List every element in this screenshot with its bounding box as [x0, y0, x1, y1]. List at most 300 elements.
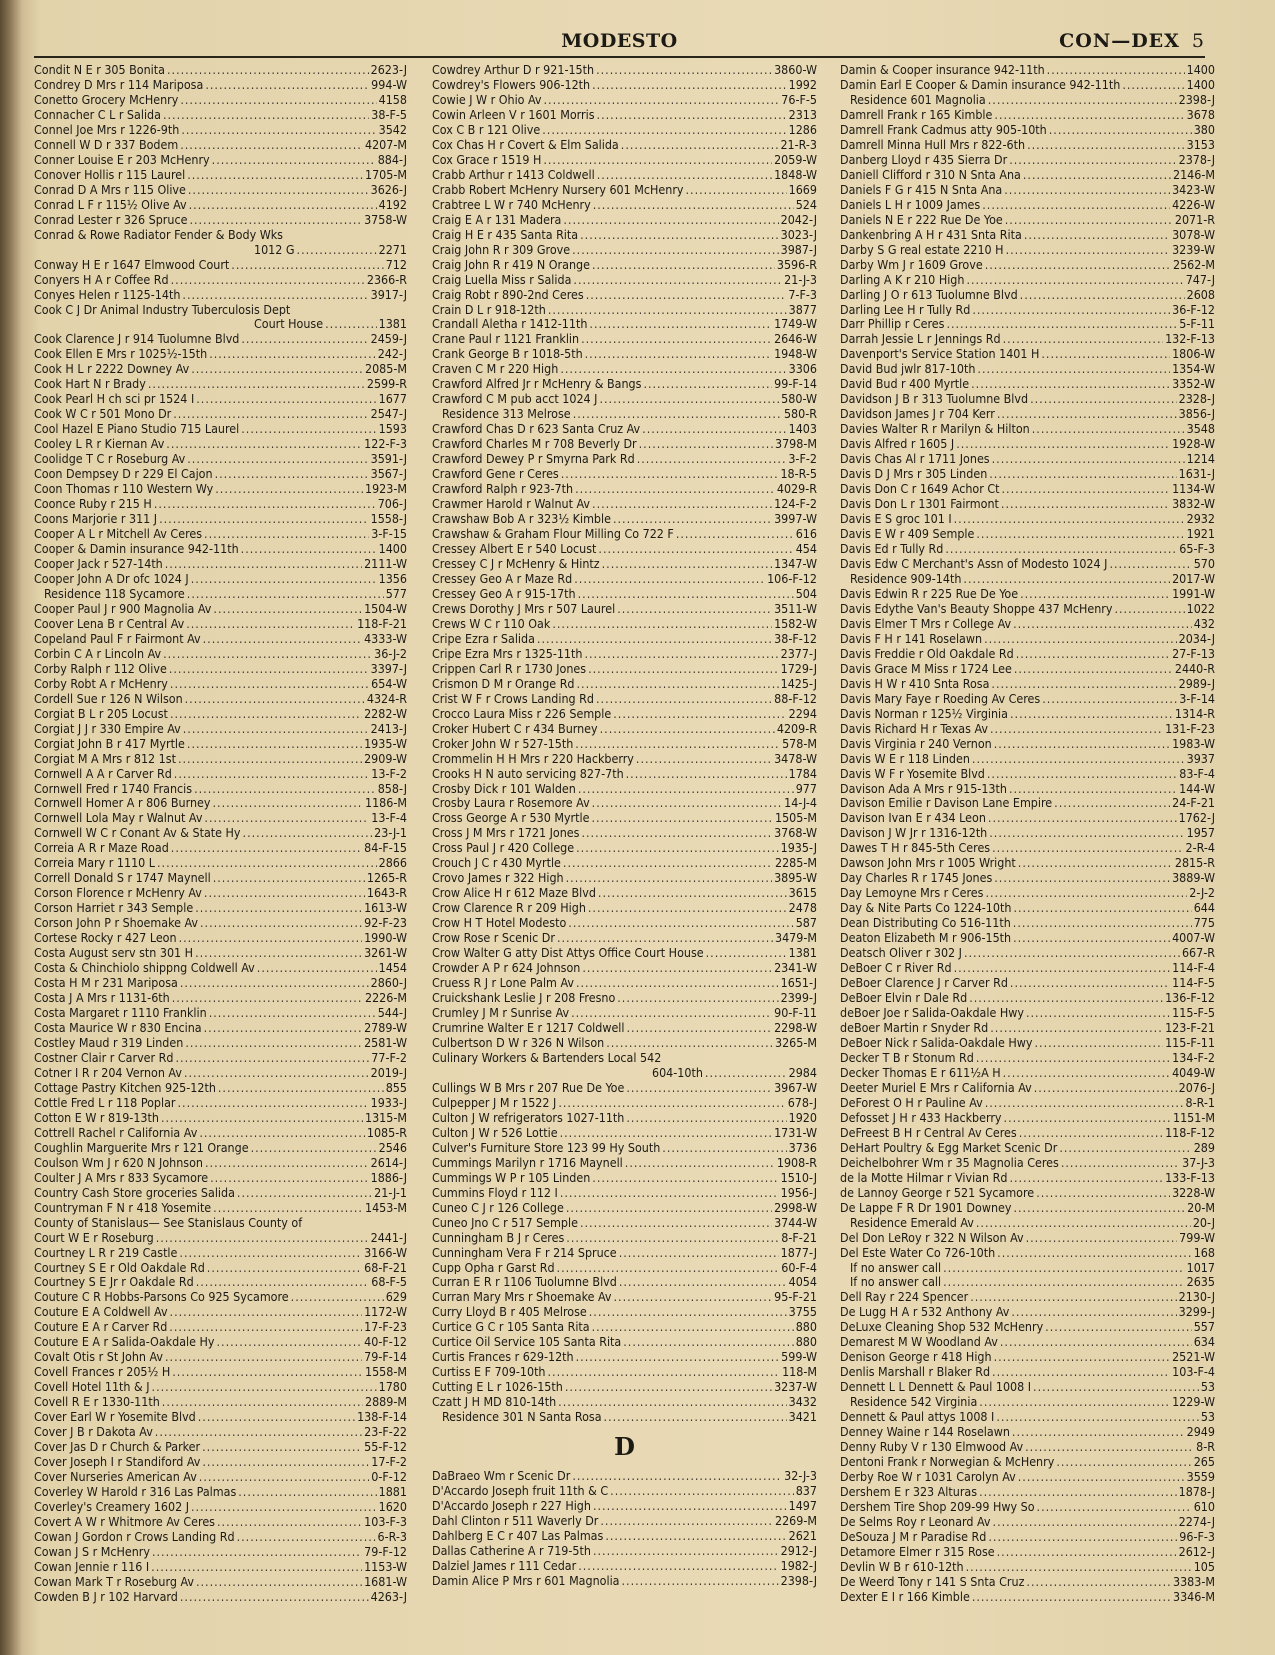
listing-name: Craig John R r 419 N Orange — [432, 256, 590, 272]
listing-entry — [34, 1514, 407, 1529]
phone-number: 2608 — [1186, 286, 1215, 302]
dot-leader — [218, 1080, 384, 1095]
listing-name: Detamore Elmer r 315 Rose — [840, 1543, 995, 1559]
listing-name: Crow Rose r Scenic Dr — [432, 930, 555, 946]
phone-number: 2546 — [378, 1139, 407, 1155]
listing-entry — [840, 1499, 1215, 1514]
listing-entry — [840, 1484, 1215, 1499]
listing-name: Crosby Dick r 101 Walden — [432, 780, 576, 796]
phone-number: 1983-W — [1172, 735, 1215, 751]
listing-entry — [840, 1409, 1215, 1424]
dot-leader — [969, 990, 1163, 1005]
phone-number: 1400 — [1186, 76, 1215, 92]
phone-number: 3-F-14 — [1179, 690, 1215, 706]
listing-entry — [840, 212, 1215, 227]
phone-number: 53 — [1200, 1379, 1215, 1395]
listing-entry — [432, 915, 817, 930]
dot-leader — [988, 810, 1177, 825]
phone-number: 2226-M — [364, 990, 407, 1006]
listing-name: Cunningham B J r Ceres — [432, 1229, 565, 1245]
dot-leader — [1056, 1454, 1191, 1469]
phone-number: 580-R — [783, 406, 817, 422]
dot-leader — [151, 1559, 362, 1574]
dot-leader — [588, 900, 787, 915]
listing-name: Denison George r 418 High — [840, 1349, 992, 1365]
phone-number: 1497 — [788, 1498, 817, 1514]
dot-leader — [189, 197, 377, 212]
listing-name: Condrey D Mrs r 114 Mariposa — [34, 76, 204, 92]
listing-name: Dexter E I r 166 Kimble — [840, 1588, 970, 1604]
dot-leader — [617, 990, 778, 1005]
listing-name: Crain D L r 918-12th — [432, 301, 546, 317]
listing-name: Darr Phillip r Ceres — [840, 316, 945, 332]
dot-leader — [599, 391, 779, 406]
phone-number: 1504-W — [364, 600, 407, 616]
listing-name: Conover Hollis r 115 Laurel — [34, 166, 186, 182]
phone-number: 2130-J — [1178, 1289, 1215, 1305]
listing-name: Davis Edwin R r 225 Rue De Yoe — [840, 585, 1019, 601]
phone-number: 2271 — [378, 241, 407, 257]
phone-number: 775 — [1193, 915, 1215, 931]
listing-entry — [34, 1364, 407, 1379]
dot-leader — [558, 1095, 785, 1110]
listing-entry — [432, 316, 817, 331]
dot-leader — [989, 466, 1176, 481]
listing-name: Davis Don L r 1301 Fairmont — [840, 496, 999, 512]
dot-leader — [970, 1289, 1176, 1304]
listing-entry — [432, 900, 817, 915]
listing-entry — [34, 556, 407, 571]
listing-name: Cornwell Lola May r Walnut Av — [34, 810, 203, 826]
phone-number: 3306 — [788, 361, 817, 377]
listing-name: DeFreest B H r Central Av Ceres — [840, 1124, 1017, 1140]
phone-number: 36-J-2 — [374, 645, 407, 661]
dot-leader — [626, 1110, 786, 1125]
dot-leader — [989, 825, 1184, 840]
listing-name: Curran Mary Mrs r Shoemake Av — [432, 1289, 612, 1305]
phone-number: 8-F-21 — [781, 1229, 817, 1245]
listing-name: Cotton E W r 819-13th — [34, 1109, 159, 1125]
dot-leader — [1003, 331, 1163, 346]
listing-name: If no answer call — [850, 1259, 942, 1275]
phone-number: 644 — [1193, 900, 1215, 916]
phone-number: 1806-W — [1172, 346, 1215, 362]
listing-name: Davis Norman r 125½ Virginia — [840, 705, 1008, 721]
phone-number: 3626-J — [370, 181, 407, 197]
phone-number: 1022 — [1186, 600, 1215, 616]
listing-entry — [432, 825, 817, 840]
listing-entry — [840, 526, 1215, 541]
phone-number: 587 — [795, 915, 817, 931]
listing-name: Court House — [254, 316, 324, 332]
listing-name: Courtney S E r Old Oakdale Rd — [34, 1259, 205, 1275]
phone-number: 123-F-21 — [1165, 1020, 1215, 1035]
phone-number: 1780 — [378, 1379, 407, 1395]
listing-entry — [34, 751, 407, 766]
listing-entry — [34, 1574, 407, 1589]
phone-number: 1593 — [378, 421, 407, 437]
listing-name: Courtney L R r 219 Castle — [34, 1244, 178, 1260]
listing-entry — [34, 1035, 407, 1050]
listing-entry — [840, 421, 1215, 436]
dot-leader — [580, 1215, 772, 1230]
dot-leader — [215, 466, 369, 481]
phone-number: 2274-J — [1178, 1513, 1215, 1529]
listing-entry — [840, 406, 1215, 421]
listing-name: Cripe Ezra Mrs r 1325-11th — [432, 645, 583, 661]
phone-number: 4054 — [788, 1274, 817, 1290]
listing-name: Conyers H A r Coffee Rd — [34, 271, 169, 287]
phone-number: 1729-J — [780, 660, 817, 676]
listing-name: Crews Dorothy J Mrs r 507 Laurel — [432, 600, 616, 616]
listing-name: Costa Maurice W r 830 Encina — [34, 1020, 202, 1035]
listing-entry — [34, 781, 407, 796]
listing-entry — [34, 511, 407, 526]
listing-name: Cornwell W C r Conant Av & State Hy — [34, 825, 241, 841]
listing-entry — [840, 1200, 1215, 1215]
listing-name: Crawford Gene r Ceres — [432, 466, 559, 482]
dot-leader — [557, 1260, 780, 1275]
phone-number: 578-M — [782, 735, 817, 751]
listing-name: Curran E R r 1106 Tuolumne Blvd — [432, 1274, 617, 1290]
listing-entry — [34, 736, 407, 751]
listing-entry — [432, 960, 817, 975]
dot-leader — [992, 840, 1183, 855]
dot-leader — [584, 646, 778, 661]
dot-leader — [180, 1589, 369, 1604]
listing-entry — [840, 975, 1215, 990]
listing-name: Crow Walter G atty Dist Attys Office Court House — [432, 945, 704, 961]
listing-name: Day Charles R r 1745 Jones — [840, 870, 993, 886]
listing-entry — [34, 436, 407, 451]
phone-number: 1877-J — [780, 1244, 817, 1260]
dot-leader — [159, 511, 369, 526]
phone-number: 1928-W — [1172, 436, 1215, 452]
dot-leader — [202, 1454, 369, 1469]
dot-leader — [148, 376, 365, 391]
dot-leader — [592, 496, 772, 511]
listing-entry — [34, 361, 407, 376]
listing-name: Croker John W r 527-15th — [432, 735, 574, 751]
dot-leader — [636, 751, 772, 766]
phone-number: 55-F-12 — [364, 1439, 407, 1455]
dot-leader — [174, 766, 369, 781]
phone-number: 4007-W — [1172, 930, 1215, 946]
phone-number: 103-F-4 — [1172, 1364, 1215, 1380]
listing-entry — [432, 421, 817, 436]
phone-number: 678-J — [787, 1094, 817, 1110]
listing-entry — [432, 1379, 817, 1394]
dot-leader — [972, 302, 1170, 317]
dot-leader — [175, 1050, 369, 1065]
dot-leader — [1020, 287, 1185, 302]
listing-name: Cordell Sue r 126 N Wilson — [34, 690, 183, 706]
phone-number: 2-R-4 — [1185, 840, 1215, 856]
listing-entry — [840, 1230, 1215, 1245]
listing-entry — [840, 122, 1215, 137]
listing-name: Costley Maud r 319 Linden — [34, 1034, 184, 1050]
phone-number: 77-F-2 — [371, 1049, 407, 1065]
phone-number: 3299-J — [1178, 1304, 1215, 1320]
phone-number: 3591-J — [370, 451, 407, 467]
phone-number: 2398-J — [780, 1572, 817, 1588]
phone-number: 2328-J — [1178, 391, 1215, 407]
listing-entry — [840, 631, 1215, 646]
phone-number: 1314-R — [1174, 705, 1215, 721]
listing-name: Coover Lena B r Central Av — [34, 615, 185, 631]
listing-entry — [34, 1544, 407, 1559]
listing-entry — [34, 77, 407, 92]
listing-entry — [432, 631, 817, 646]
listing-name: Cooper Jack r 527-14th — [34, 555, 163, 571]
dot-leader — [997, 1544, 1177, 1559]
phone-number: 1186-M — [364, 795, 407, 811]
listing-entry — [34, 1424, 407, 1439]
listing-entry — [840, 1260, 1215, 1275]
listing-entry — [432, 1050, 817, 1065]
listing-entry — [34, 1289, 407, 1304]
listing-name: Deichelbohrer Wm r 35 Magnolia Ceres — [840, 1154, 1059, 1170]
listing-entry — [34, 242, 407, 257]
dot-leader — [178, 751, 362, 766]
listing-name: Crosby Laura r Rosemore Av — [432, 795, 590, 811]
listing-entry — [840, 945, 1215, 960]
listing-entry — [840, 810, 1215, 825]
dot-leader — [593, 1543, 779, 1558]
listing-entry — [432, 1065, 817, 1080]
dot-leader — [204, 526, 369, 541]
listing-entry — [34, 900, 407, 915]
dot-leader — [217, 1334, 363, 1349]
listing-entry — [34, 1469, 407, 1484]
listing-name: DeBoer Clarence J r Carver Rd — [840, 975, 1008, 991]
dot-leader — [171, 840, 362, 855]
listing-name: Coulter J A Mrs r 833 Sycamore — [34, 1169, 209, 1185]
dot-leader — [626, 1080, 772, 1095]
phone-number: 1933-J — [370, 1094, 407, 1110]
listing-entry — [432, 1095, 817, 1110]
phone-number: 2034-J — [1178, 630, 1215, 646]
dot-leader — [592, 257, 775, 272]
listing-name: Conrad D A Mrs r 115 Olive — [34, 181, 186, 197]
listing-name: Cover Nurseries American Av — [34, 1469, 197, 1485]
phone-number: 2860-J — [370, 975, 407, 991]
phone-number: 14-J-4 — [784, 795, 817, 811]
listing-name: Court W E r Roseburg — [34, 1229, 154, 1245]
dot-leader — [212, 152, 376, 167]
dot-leader — [593, 1498, 787, 1513]
phone-number: 134-F-2 — [1172, 1049, 1215, 1065]
listing-name: Coon Thomas r 110 Western Wy — [34, 481, 214, 497]
listing-entry — [840, 227, 1215, 242]
listing-entry — [432, 855, 817, 870]
dot-leader — [207, 1260, 362, 1275]
phone-number: 2612-J — [1178, 1543, 1215, 1559]
dot-leader — [592, 795, 782, 810]
listing-name: Daniels F G r 415 N Snta Ana — [840, 181, 1003, 197]
listing-entry — [432, 1543, 817, 1558]
listing-name: Coulson Wm J r 620 N Johnson — [34, 1154, 203, 1170]
dot-leader — [189, 212, 362, 227]
phone-number: 7-F-3 — [788, 286, 817, 302]
listing-entry — [840, 391, 1215, 406]
phone-number: 3352-W — [1172, 376, 1215, 392]
dot-leader — [171, 272, 365, 287]
dot-leader — [1024, 227, 1170, 242]
listing-entry — [840, 571, 1215, 586]
dot-leader — [977, 361, 1170, 376]
phone-number: 133-F-13 — [1165, 1169, 1215, 1185]
listing-entry — [432, 691, 817, 706]
phone-number: 32-J-3 — [784, 1468, 817, 1484]
phone-number: 3755 — [788, 1304, 817, 1320]
phone-number: 994-W — [371, 76, 407, 92]
phone-number: 3768-W — [774, 825, 817, 841]
listing-name: Corgiat B L r 205 Locust — [34, 705, 168, 721]
listing-entry — [34, 481, 407, 496]
listing-entry — [34, 601, 407, 616]
dot-leader — [1013, 900, 1191, 915]
listing-entry — [840, 481, 1215, 496]
listing-entry — [840, 1454, 1215, 1469]
dot-leader — [180, 975, 369, 990]
dot-leader — [179, 1245, 362, 1260]
listing-name: Residence 601 Magnolia — [850, 91, 986, 107]
listing-name: Coughlin Marguerite Mrs r 121 Orange — [34, 1139, 249, 1155]
phone-number: 79-F-14 — [364, 1349, 407, 1365]
dot-leader — [992, 451, 1185, 466]
listing-entry — [432, 930, 817, 945]
phone-number: 79-F-12 — [364, 1543, 407, 1559]
listing-entry — [432, 810, 817, 825]
listing-name: Corby Ralph r 112 Olive — [34, 660, 167, 676]
section-heading: D — [614, 1431, 635, 1461]
phone-number: 1151-M — [1172, 1109, 1215, 1125]
dot-leader — [243, 825, 373, 840]
dot-leader — [1025, 1439, 1194, 1454]
listing-name: Corbin C A r Lincoln Av — [34, 645, 162, 661]
phone-number: 1505-M — [774, 810, 817, 826]
listing-entry — [840, 1574, 1215, 1589]
listing-entry — [432, 212, 817, 227]
listing-name: David Bud jwlr 817-10th — [840, 361, 976, 377]
phone-number: 2562-M — [1172, 256, 1215, 272]
listing-entry — [34, 586, 407, 601]
listing-entry — [34, 182, 407, 197]
listing-name: Damin Earl E Cooper & Damin insurance 942-11th — [840, 76, 1121, 92]
phone-number: 599-W — [781, 1349, 817, 1365]
listing-entry — [840, 257, 1215, 272]
phone-number: 99-F-14 — [774, 376, 817, 392]
listing-entry — [840, 900, 1215, 915]
phone-number: 3265-M — [774, 1034, 817, 1050]
listing-entry — [840, 646, 1215, 661]
dot-leader — [1009, 781, 1177, 796]
listing-entry — [840, 92, 1215, 107]
listing-entry — [432, 122, 817, 137]
dot-leader — [563, 212, 778, 227]
dot-leader — [199, 1125, 365, 1140]
listing-name: County of Stanislaus— See Stanislaus County of — [34, 1214, 303, 1230]
listing-entry — [34, 1304, 407, 1319]
listing-name: Dell Ray r 224 Spencer — [840, 1289, 969, 1305]
dot-leader — [686, 182, 787, 197]
listing-entry — [432, 496, 817, 511]
listing-entry — [34, 1215, 407, 1230]
listing-name: Cook Pearl H ch sci pr 1524 I — [34, 391, 195, 407]
listing-name: Davenport's Service Station 1401 H — [840, 346, 1040, 362]
dot-leader — [577, 676, 779, 691]
phone-number: 2413-J — [370, 720, 407, 736]
listing-entry — [34, 1484, 407, 1499]
listing-name: De Selms Roy r Leonard Av — [840, 1513, 991, 1529]
listing-entry — [840, 152, 1215, 167]
listing-entry — [840, 1065, 1215, 1080]
listing-name: Demarest M W Woodland Av — [840, 1334, 998, 1350]
phone-number: 855 — [385, 1079, 407, 1095]
phone-number: 23-J-1 — [374, 825, 407, 841]
listing-name: Corson Florence r McHenry Av — [34, 885, 202, 901]
listing-name: Costa J A Mrs r 1131-6th — [34, 990, 170, 1006]
dot-leader — [994, 870, 1170, 885]
phone-number: 3166-W — [364, 1244, 407, 1260]
dot-leader — [1009, 152, 1176, 167]
listing-name: Cummins Floyd r 112 I — [432, 1184, 558, 1200]
phone-number: 1705-M — [364, 166, 407, 182]
phone-number: 2111-W — [364, 555, 407, 571]
phone-number: 17-F-23 — [364, 1319, 407, 1335]
dot-leader — [573, 272, 782, 287]
phone-number: 3-F-15 — [371, 526, 407, 541]
phone-number: 2912-J — [780, 1543, 817, 1558]
dot-leader — [613, 706, 786, 721]
phone-number: 1134-W — [1172, 481, 1215, 497]
dot-leader — [180, 92, 376, 107]
dot-leader — [972, 1589, 1171, 1604]
dot-leader — [238, 1484, 376, 1499]
phone-number: 1085-R — [366, 1124, 407, 1140]
phone-number: 2366-R — [366, 271, 407, 287]
dot-leader — [157, 855, 377, 870]
dot-leader — [1005, 212, 1173, 227]
listing-entry — [840, 556, 1215, 571]
phone-number: 3832-W — [1172, 496, 1215, 512]
dot-leader — [589, 316, 772, 331]
dot-leader — [166, 436, 362, 451]
listing-name: Residence 909-14th — [850, 570, 962, 586]
listing-entry — [34, 287, 407, 302]
dot-leader — [1041, 346, 1170, 361]
dot-leader — [596, 691, 772, 706]
listing-entry — [34, 840, 407, 855]
listing-name: Cummings W P r 105 Linden — [432, 1169, 591, 1185]
dot-leader — [985, 257, 1171, 272]
dot-leader — [1032, 421, 1185, 436]
listing-entry — [34, 92, 407, 107]
listing-name: Cox C B r 121 Olive — [432, 121, 541, 137]
listing-entry — [432, 376, 817, 391]
dot-leader — [643, 376, 772, 391]
phone-number: 1354-W — [1172, 361, 1215, 377]
listing-name: Cook C J Dr Animal Industry Tuberculosis Dept — [34, 301, 291, 317]
listing-entry — [840, 287, 1215, 302]
listing-name: Copeland Paul F r Fairmont Av — [34, 630, 201, 646]
listing-entry — [34, 1499, 407, 1514]
listing-entry — [34, 526, 407, 541]
listing-name: Correll Donald S r 1747 Maynell — [34, 870, 211, 886]
listing-name: De Lugg H A r 532 Anthony Av — [840, 1304, 1010, 1320]
listing-name: Davies Walter R r Marilyn & Hilton — [840, 421, 1030, 437]
